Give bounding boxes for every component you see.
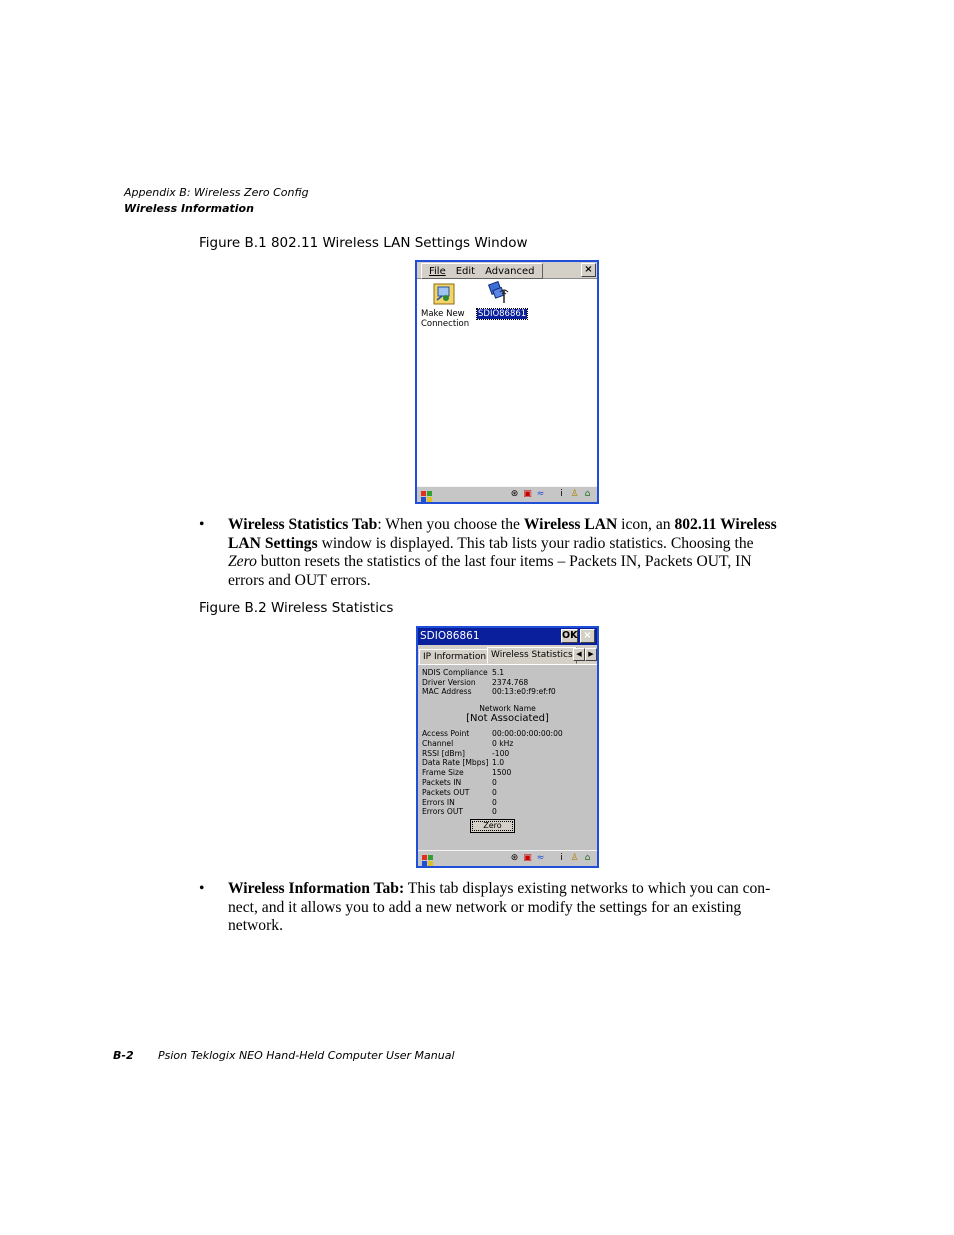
stat-value: -100: [492, 748, 510, 758]
b2-text-3: network.: [228, 917, 283, 935]
keyboard-tray-icon[interactable]: ⌂: [584, 853, 591, 863]
b2-text-2: nect, and it allows you to add a new network or modify the settings for an existing: [228, 898, 742, 916]
close-button[interactable]: ×: [581, 263, 596, 277]
window-title: SDIO86861: [420, 630, 480, 642]
menu-advanced[interactable]: [480, 265, 539, 278]
stat-value: 1.0: [492, 758, 505, 768]
make-new-label-line1: Make New: [421, 309, 465, 319]
b1-lan-settings: LAN Settings: [228, 534, 318, 552]
b1-text-5: errors and OUT errors.: [228, 571, 371, 589]
stat-label: Driver Version: [422, 677, 476, 687]
b1-text-4: button resets the statistics of the last four items – Packets IN, Packets OUT, IN: [256, 553, 752, 571]
stat-label: Errors IN: [422, 797, 455, 807]
make-new-connection-icon[interactable]: [433, 283, 455, 305]
footer-title: Psion Teklogix NEO Hand-Held Computer User Manual: [158, 1049, 455, 1062]
tab-scroll-left[interactable]: ◀: [573, 648, 585, 661]
start-icon[interactable]: [421, 852, 434, 865]
wireless-statistics-tab-term: Wireless Statistics Tab: [228, 516, 378, 533]
bullet-2-marker: •: [199, 880, 205, 897]
menu-edit-label: Edit: [455, 265, 476, 277]
menu-file-label: File: [429, 265, 446, 277]
tray-icons: [509, 488, 593, 501]
network-tray-icon[interactable]: ⊛: [510, 489, 519, 499]
stat-value: 0 kHz: [492, 738, 514, 748]
menu-group: [421, 263, 543, 279]
b1-80211-wireless: 802.11 Wireless: [674, 516, 777, 533]
make-new-label-line2: Connection: [421, 319, 470, 329]
menu-edit[interactable]: [451, 265, 480, 278]
menu-bar: [417, 262, 597, 279]
info-tray-icon[interactable]: i: [560, 853, 563, 863]
menu-advanced-label: Advanced: [485, 265, 535, 277]
battery-tray-icon[interactable]: ▣: [523, 853, 532, 863]
network-name-value: [Not Associated]: [466, 713, 549, 724]
running-header-section: Wireless Information: [124, 202, 254, 215]
start-icon[interactable]: [420, 488, 433, 501]
stat-label: Channel: [422, 738, 454, 748]
b1-text-1: : When you choose the: [377, 516, 524, 533]
radio-tray-icon[interactable]: ≈: [536, 853, 545, 863]
stat-value: 0: [492, 807, 497, 817]
stat-value: 00:00:00:00:00:00: [492, 729, 563, 738]
tray-icons: [509, 852, 593, 865]
stat-value: 1500: [492, 768, 512, 778]
bullet-1-marker: •: [199, 516, 205, 533]
close-button[interactable]: ×: [580, 629, 595, 643]
figure-2-caption: Figure B.2 Wireless Statistics: [199, 600, 394, 616]
stat-label: RSSI [dBm]: [422, 748, 465, 758]
stat-label: NDIS Compliance: [422, 668, 488, 677]
wireless-statistics-window: [416, 626, 599, 868]
tab-scroll-right[interactable]: ▶: [585, 648, 597, 661]
network-adapter-icon[interactable]: [488, 281, 512, 305]
stat-label: Packets IN: [422, 778, 462, 787]
stat-label: MAC Address: [422, 687, 472, 697]
b2-text-1: This tab displays existing networks to which you can con-: [404, 880, 771, 897]
running-header-chapter: Appendix B: Wireless Zero Config: [124, 186, 309, 199]
tab-strip: [418, 645, 597, 665]
stat-label: Access Point: [422, 729, 470, 738]
footer-page-number: B-2: [113, 1049, 134, 1062]
statistics-panel: [418, 664, 597, 850]
battery-tray-icon[interactable]: ▣: [523, 489, 532, 499]
wlan-settings-window: [415, 260, 599, 504]
bullet-1-paragraph: [228, 516, 828, 590]
stat-value: 0: [492, 797, 497, 807]
lock-tray-icon[interactable]: ♙: [570, 853, 579, 863]
stat-label: Packets OUT: [422, 787, 470, 797]
b1-zero-italic: Zero: [228, 553, 257, 571]
network-tray-icon[interactable]: ⊛: [510, 853, 519, 863]
tab-ip-information[interactable]: IP Information: [419, 649, 490, 664]
zero-button[interactable]: Zero: [470, 819, 515, 833]
tab-wireless-statistics[interactable]: Wireless Statistics: [487, 647, 577, 664]
stat-label: Errors OUT: [422, 807, 464, 817]
stat-value: 0: [492, 787, 497, 797]
stat-value: 00:13:e0:f9:ef:f0: [492, 687, 556, 697]
bullet-2-paragraph: [228, 880, 828, 936]
network-name-label: Network Name: [479, 704, 536, 713]
stat-value: 5.1: [492, 668, 505, 677]
info-tray-icon[interactable]: i: [560, 489, 563, 499]
keyboard-tray-icon[interactable]: ⌂: [584, 489, 591, 499]
b1-text-2: icon, an: [617, 516, 675, 533]
figure-1-caption: Figure B.1 802.11 Wireless LAN Settings Window: [199, 235, 528, 251]
wireless-information-tab-term: Wireless Information Tab:: [228, 880, 405, 897]
radio-tray-icon[interactable]: ≈: [536, 489, 545, 499]
b1-wireless-lan: Wireless LAN: [523, 516, 618, 533]
taskbar: [418, 850, 597, 866]
menu-file[interactable]: [424, 265, 451, 278]
ok-button[interactable]: OK: [562, 630, 578, 641]
title-bar: [418, 628, 597, 645]
stat-value: 0: [492, 778, 497, 787]
lock-tray-icon[interactable]: ♙: [570, 489, 579, 499]
make-new-connection-label: [421, 309, 469, 329]
stat-label: Data Rate [Mbps]: [422, 758, 489, 768]
stat-value: 2374.768: [492, 677, 529, 687]
taskbar: [417, 486, 597, 502]
b1-text-3: window is displayed. This tab lists your radio statistics. Choosing the: [317, 534, 754, 552]
adapter-label-selected[interactable]: SDIO86861: [478, 309, 527, 319]
stat-label: Frame Size: [422, 768, 464, 778]
